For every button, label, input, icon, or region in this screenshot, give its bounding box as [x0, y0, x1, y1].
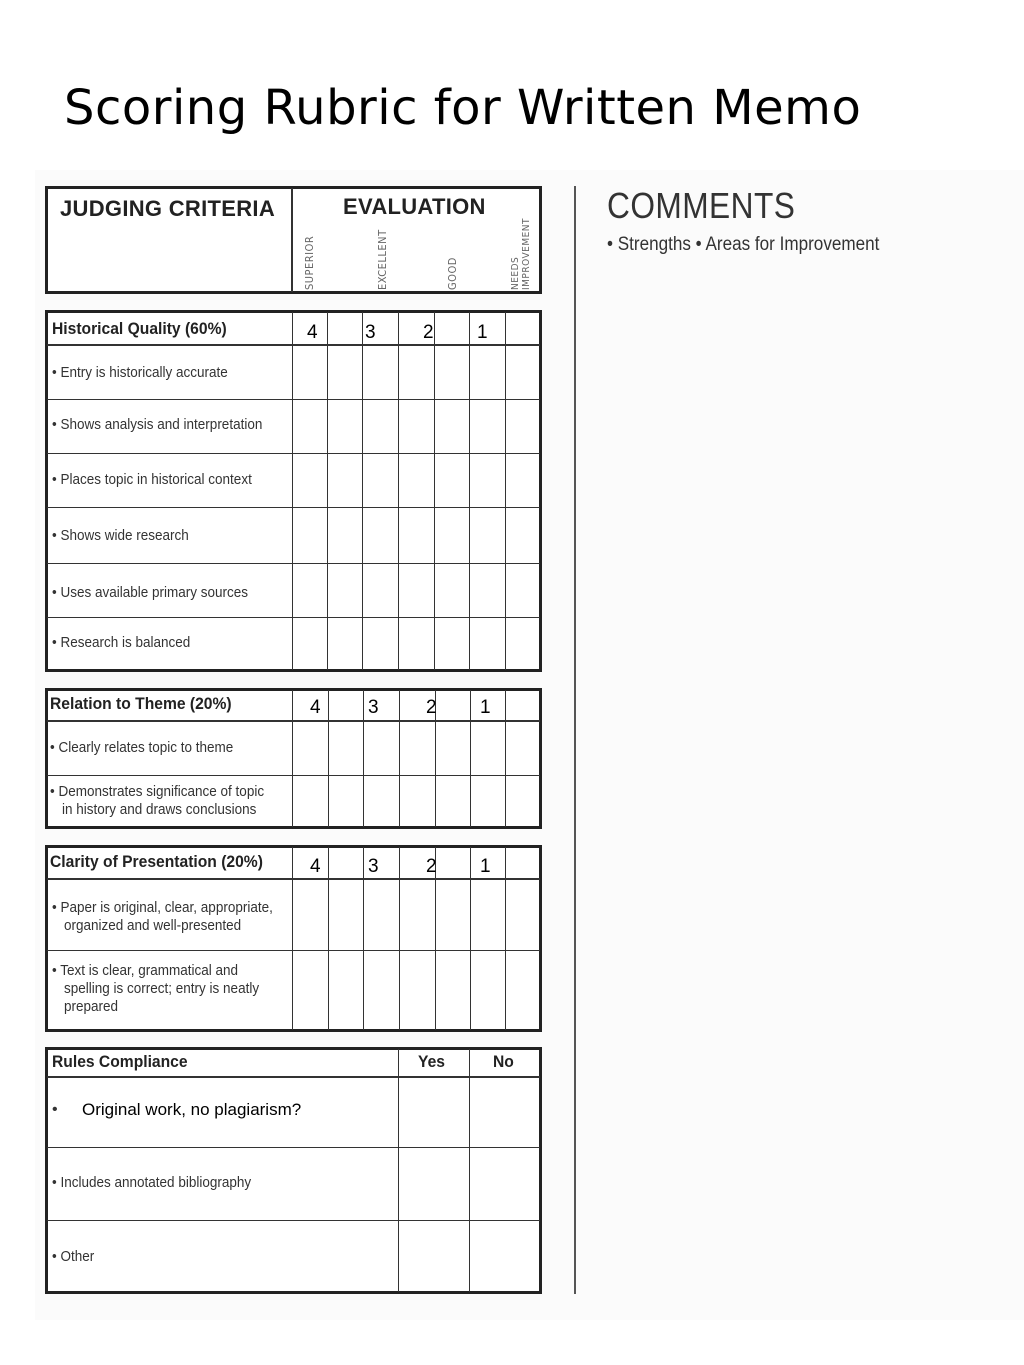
comments-divider	[574, 186, 576, 1294]
criterion-item: • Shows wide research	[52, 527, 189, 544]
slide-title: Scoring Rubric for Written Memo	[64, 80, 862, 136]
row-line	[47, 507, 540, 508]
level-good: GOOD	[446, 257, 459, 290]
row-line	[47, 950, 540, 951]
col-line	[434, 312, 435, 670]
score-1: 1	[480, 697, 491, 718]
comments-subtitle: • Strengths • Areas for Improvement	[607, 234, 880, 255]
col-line	[362, 312, 363, 670]
col-line	[399, 847, 400, 1030]
col-line	[292, 312, 293, 670]
row-line	[47, 878, 540, 880]
criterion-item: prepared	[64, 998, 119, 1015]
criterion-item: • Research is balanced	[52, 634, 191, 651]
col-line	[363, 690, 364, 827]
evaluation-heading: EVALUATION	[343, 194, 486, 219]
score-2: 2	[426, 697, 437, 718]
criterion-item: • Places topic in historical context	[52, 471, 252, 488]
judging-criteria-heading: JUDGING CRITERIA	[60, 196, 276, 221]
criterion-item: spelling is correct; entry is neatly	[64, 980, 260, 997]
col-line	[398, 312, 399, 670]
row-line	[47, 1076, 540, 1078]
rules-item-original-work: Original work, no plagiarism?	[82, 1100, 302, 1119]
rules-compliance-box	[45, 1047, 542, 1294]
col-line	[328, 847, 329, 1030]
col-line	[470, 690, 471, 827]
col-line	[505, 312, 506, 670]
section-title-clarity: Clarity of Presentation (20%)	[50, 852, 263, 871]
header-divider	[291, 188, 293, 292]
row-line	[47, 453, 540, 454]
row-line	[47, 775, 540, 776]
criterion-item: • Demonstrates significance of topic	[50, 783, 265, 800]
col-line	[469, 312, 470, 670]
score-2: 2	[423, 322, 434, 343]
col-line	[363, 847, 364, 1030]
col-line	[469, 1049, 470, 1292]
score-4: 4	[310, 697, 321, 718]
row-line	[47, 344, 540, 346]
bullet-mark: •	[52, 1101, 58, 1118]
criterion-item: • Clearly relates topic to theme	[50, 739, 234, 756]
level-superior: SUPERIOR	[303, 235, 316, 290]
score-3: 3	[368, 697, 379, 718]
level-excellent: EXCELLENT	[376, 229, 389, 290]
row-line	[47, 1220, 540, 1221]
comments-title: COMMENTS	[607, 185, 796, 226]
criterion-item: in history and draws conclusions	[62, 801, 257, 818]
col-line	[292, 690, 293, 827]
col-line	[328, 690, 329, 827]
rules-item-other: • Other	[52, 1248, 95, 1265]
row-line	[47, 399, 540, 400]
score-1: 1	[480, 856, 491, 877]
row-line	[47, 720, 540, 722]
row-line	[47, 617, 540, 618]
rules-yes-header: Yes	[418, 1052, 445, 1071]
criterion-item: • Entry is historically accurate	[52, 364, 228, 381]
section-title-rules: Rules Compliance	[52, 1052, 188, 1071]
row-line	[47, 1147, 540, 1148]
score-4: 4	[307, 322, 318, 343]
criterion-item: organized and well-presented	[64, 917, 242, 934]
level-needs-improvement: NEEDS IMPROVEMENT	[510, 218, 532, 290]
criterion-item: • Uses available primary sources	[52, 584, 249, 601]
criterion-item: • Shows analysis and interpretation	[52, 416, 263, 433]
col-line	[398, 1049, 399, 1292]
score-3: 3	[368, 856, 379, 877]
score-1: 1	[477, 322, 488, 343]
criterion-item: • Text is clear, grammatical and	[52, 962, 239, 979]
rules-item-bibliography: • Includes annotated bibliography	[52, 1174, 252, 1191]
clarity-box	[45, 845, 542, 1032]
col-line	[399, 690, 400, 827]
score-3: 3	[365, 322, 376, 343]
score-2: 2	[426, 856, 437, 877]
col-line	[292, 847, 293, 1030]
rules-no-header: No	[493, 1052, 514, 1071]
score-4: 4	[310, 856, 321, 877]
section-title-historical: Historical Quality (60%)	[52, 319, 227, 338]
section-title-theme: Relation to Theme (20%)	[50, 694, 232, 713]
col-line	[470, 847, 471, 1030]
col-line	[505, 690, 506, 827]
col-line	[327, 312, 328, 670]
criterion-item: • Paper is original, clear, appropriate,	[52, 899, 273, 916]
row-line	[47, 563, 540, 564]
col-line	[505, 847, 506, 1030]
